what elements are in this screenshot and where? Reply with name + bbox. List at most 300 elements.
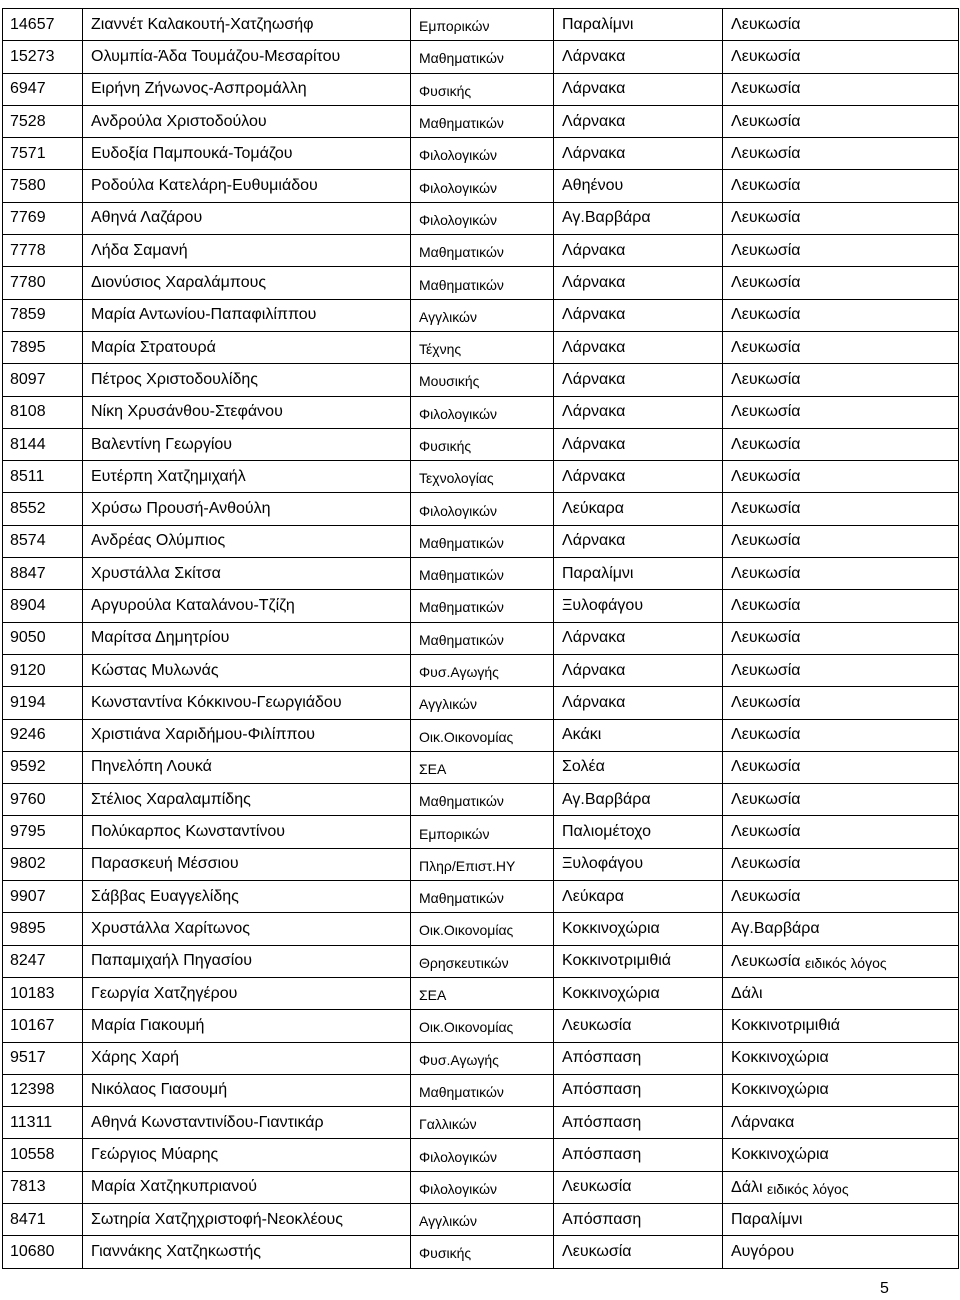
roll-number-cell xyxy=(3,590,83,622)
subject-cell xyxy=(411,977,554,1009)
roll-number-cell xyxy=(3,1074,83,1106)
subject-text: Φυσ.Αγωγής xyxy=(419,664,499,681)
roll-number-cell xyxy=(3,848,83,880)
teacher-name-cell xyxy=(83,1074,411,1106)
teacher-name-cell xyxy=(83,1139,411,1171)
subject-text: Μουσικής xyxy=(419,373,480,390)
to-location-cell xyxy=(723,881,959,913)
to-location-text: Λευκωσία xyxy=(731,758,801,776)
roll-number-cell xyxy=(3,9,83,41)
roll-number-cell xyxy=(3,105,83,137)
table-row xyxy=(3,170,959,202)
roll-number-cell xyxy=(3,751,83,783)
to-location-cell xyxy=(723,461,959,493)
roll-number-text: 8552 xyxy=(10,500,46,518)
teacher-name-cell xyxy=(83,1010,411,1042)
subject-cell xyxy=(411,1171,554,1203)
subject-cell xyxy=(411,170,554,202)
from-location-cell xyxy=(554,913,723,945)
roll-number-cell xyxy=(3,41,83,73)
from-location-text: Λάρνακα xyxy=(562,241,626,259)
table-row xyxy=(3,364,959,396)
table-row xyxy=(3,945,959,977)
subject-text: Μαθηματικών xyxy=(419,50,504,67)
note-label: ειδικός λόγος xyxy=(805,954,887,971)
teacher-name-cell xyxy=(83,1171,411,1203)
teacher-name-text: Χριστιάνα Χαριδήμου-Φιλίππου xyxy=(91,726,315,744)
roll-number-text: 9246 xyxy=(10,726,46,744)
subject-cell xyxy=(411,1074,554,1106)
to-location-cell xyxy=(723,1074,959,1106)
teacher-name-text: Μαρίτσα Δημητρίου xyxy=(91,629,230,647)
to-location-cell xyxy=(723,558,959,590)
roll-number-cell xyxy=(3,138,83,170)
to-location-text: Λευκωσία xyxy=(731,661,801,679)
to-location-cell xyxy=(723,1042,959,1074)
from-location-text: Λάρνακα xyxy=(562,144,626,162)
table-row xyxy=(3,9,959,41)
from-location-cell xyxy=(554,267,723,299)
table-row xyxy=(3,105,959,137)
teacher-name-cell xyxy=(83,299,411,331)
subject-cell xyxy=(411,590,554,622)
subject-text: Φιλολογικών xyxy=(419,211,498,228)
to-location-text: Κοκκινοχώρια xyxy=(731,1049,829,1067)
from-location-cell xyxy=(554,202,723,234)
teacher-name-text: Ροδούλα Κατελάρη-Ευθυμιάδου xyxy=(91,177,318,195)
subject-text: Φιλολογικών xyxy=(419,147,498,164)
from-location-cell xyxy=(554,299,723,331)
teacher-name-cell xyxy=(83,590,411,622)
subject-text: Φυσικής xyxy=(419,1245,472,1262)
subject-text: Μαθηματικών xyxy=(419,631,504,648)
roll-number-text: 8471 xyxy=(10,1210,46,1228)
teacher-name-text: Γεώργιος Μύαρης xyxy=(91,1146,219,1164)
subject-cell xyxy=(411,687,554,719)
to-location-cell xyxy=(723,719,959,751)
roll-number-cell xyxy=(3,202,83,234)
table-row xyxy=(3,73,959,105)
teacher-name-text: Ολυμπία-Άδα Τουμάζου-Μεσαρίτου xyxy=(91,47,341,65)
from-location-text: Κοκκινοχώρια xyxy=(562,984,660,1002)
to-location-text: Λευκωσία xyxy=(731,726,801,744)
subject-cell xyxy=(411,622,554,654)
roll-number-cell xyxy=(3,1010,83,1042)
roll-number-text: 8097 xyxy=(10,370,46,388)
subject-cell xyxy=(411,1107,554,1139)
from-location-cell xyxy=(554,170,723,202)
from-location-cell xyxy=(554,590,723,622)
to-location-text: Λευκωσία xyxy=(731,370,801,388)
to-location-cell xyxy=(723,235,959,267)
from-location-cell xyxy=(554,1139,723,1171)
from-location-cell xyxy=(554,331,723,363)
teacher-name-text: Νικόλαος Γιασουμή xyxy=(91,1081,228,1099)
roll-number-text: 9194 xyxy=(10,693,46,711)
subject-cell xyxy=(411,138,554,170)
to-location-text: Αυγόρου xyxy=(731,1242,795,1260)
to-location-cell xyxy=(723,428,959,460)
teacher-name-cell xyxy=(83,235,411,267)
table-row xyxy=(3,622,959,654)
to-location-text: Λευκωσία xyxy=(731,177,801,195)
subject-text: Μαθηματικών xyxy=(419,1083,504,1100)
page-number: 5 xyxy=(880,1280,889,1297)
table-row xyxy=(3,396,959,428)
to-location-cell xyxy=(723,105,959,137)
teacher-name-cell xyxy=(83,396,411,428)
teacher-name-cell xyxy=(83,428,411,460)
roll-number-cell xyxy=(3,945,83,977)
roll-number-text: 9795 xyxy=(10,823,46,841)
from-location-cell xyxy=(554,1107,723,1139)
roll-number-text: 9760 xyxy=(10,790,46,808)
teacher-name-cell xyxy=(83,461,411,493)
roll-number-text: 10680 xyxy=(10,1242,55,1260)
table-row xyxy=(3,784,959,816)
to-location-text: Δάλι xyxy=(731,1178,763,1196)
from-location-cell xyxy=(554,1171,723,1203)
from-location-cell xyxy=(554,461,723,493)
roll-number-text: 10558 xyxy=(10,1146,55,1164)
teacher-name-cell xyxy=(83,687,411,719)
roll-number-cell xyxy=(3,235,83,267)
table-row xyxy=(3,1107,959,1139)
to-location-cell xyxy=(723,977,959,1009)
teacher-name-text: Διονύσιος Χαραλάμπους xyxy=(91,274,267,292)
teacher-name-cell xyxy=(83,558,411,590)
to-location-text: Λευκωσία xyxy=(731,467,801,485)
subject-cell xyxy=(411,558,554,590)
subject-text: Αγγλικών xyxy=(419,308,477,325)
to-location-cell xyxy=(723,1171,959,1203)
roll-number-cell xyxy=(3,816,83,848)
table-row xyxy=(3,1010,959,1042)
roll-number-cell xyxy=(3,977,83,1009)
teacher-name-text: Χρυστάλλα Σκίτσα xyxy=(91,564,221,582)
to-location-cell xyxy=(723,848,959,880)
table-row xyxy=(3,1074,959,1106)
subject-text: Μαθηματικών xyxy=(419,599,504,616)
subject-text: Φυσ.Αγωγής xyxy=(419,1051,499,1068)
table-row xyxy=(3,331,959,363)
from-location-text: Απόσπαση xyxy=(562,1146,642,1164)
roll-number-cell xyxy=(3,461,83,493)
from-location-text: Λάρνακα xyxy=(562,370,626,388)
teacher-name-text: Αθηνά Λαζάρου xyxy=(91,209,203,227)
roll-number-text: 7859 xyxy=(10,306,46,324)
roll-number-cell xyxy=(3,1139,83,1171)
subject-text: Φυσικής xyxy=(419,438,472,454)
from-location-cell xyxy=(554,784,723,816)
subject-text: Εμπορικών xyxy=(419,18,490,35)
roll-number-cell xyxy=(3,525,83,557)
teacher-name-text: Νίκη Χρυσάνθου-Στεφάνου xyxy=(91,403,283,421)
subject-cell xyxy=(411,816,554,848)
to-location-text: Λευκωσία xyxy=(731,241,801,259)
subject-text: Πληρ/Επιστ.ΗΥ xyxy=(419,857,516,874)
from-location-text: Απόσπαση xyxy=(562,1113,642,1131)
subject-cell xyxy=(411,719,554,751)
teacher-name-cell xyxy=(83,525,411,557)
table-row xyxy=(3,654,959,686)
from-location-text: Λάρνακα xyxy=(562,661,626,679)
subject-text: Φιλολογικών xyxy=(419,1180,498,1197)
table-row xyxy=(3,525,959,557)
table-row xyxy=(3,299,959,331)
from-location-text: Λεύκαρα xyxy=(562,887,624,905)
teacher-name-cell xyxy=(83,1042,411,1074)
to-location-cell xyxy=(723,784,959,816)
from-location-text: Απόσπαση xyxy=(562,1049,642,1067)
teacher-name-text: Λήδα Σαμανή xyxy=(91,241,188,259)
to-location-cell xyxy=(723,1139,959,1171)
from-location-text: Σολέα xyxy=(562,758,605,776)
to-location-text: Λάρνακα xyxy=(731,1113,795,1131)
roll-number-text: 15273 xyxy=(10,47,55,65)
subject-text: Αγγλικών xyxy=(419,1213,477,1230)
to-location-cell xyxy=(723,170,959,202)
subject-cell xyxy=(411,461,554,493)
roll-number-cell xyxy=(3,396,83,428)
teacher-name-cell xyxy=(83,945,411,977)
table-row xyxy=(3,1171,959,1203)
to-location-cell xyxy=(723,73,959,105)
table-row xyxy=(3,590,959,622)
teacher-name-cell xyxy=(83,331,411,363)
roll-number-cell xyxy=(3,622,83,654)
teacher-name-text: Ανδρέας Ολύμπιος xyxy=(91,532,226,550)
table-row xyxy=(3,1042,959,1074)
from-location-cell xyxy=(554,9,723,41)
to-location-text: Λευκωσία xyxy=(731,274,801,292)
to-location-text: Παραλίμνι xyxy=(731,1210,803,1228)
to-location-cell xyxy=(723,654,959,686)
to-location-cell xyxy=(723,945,959,977)
roll-number-text: 7769 xyxy=(10,209,46,227)
from-location-cell xyxy=(554,945,723,977)
from-location-cell xyxy=(554,816,723,848)
from-location-cell xyxy=(554,138,723,170)
to-location-text: Λευκωσία xyxy=(731,629,801,647)
subject-cell xyxy=(411,1010,554,1042)
teacher-name-text: Γιαννάκης Χατζηκωστής xyxy=(91,1242,262,1260)
teacher-name-cell xyxy=(83,41,411,73)
teacher-name-cell xyxy=(83,1107,411,1139)
teacher-name-text: Μαρία Γιακουμή xyxy=(91,1016,205,1034)
from-location-cell xyxy=(554,977,723,1009)
to-location-text: Λευκωσία xyxy=(731,887,801,905)
subject-text: Μαθηματικών xyxy=(419,567,504,584)
subject-cell xyxy=(411,945,554,977)
roll-number-text: 8574 xyxy=(10,532,46,550)
from-location-cell xyxy=(554,558,723,590)
table-row xyxy=(3,881,959,913)
teacher-name-text: Πηνελόπη Λουκά xyxy=(91,758,212,776)
to-location-cell xyxy=(723,41,959,73)
subject-text: Οικ.Οικονομίας xyxy=(419,1019,514,1036)
subject-cell xyxy=(411,235,554,267)
to-location-cell xyxy=(723,816,959,848)
from-location-cell xyxy=(554,428,723,460)
subject-cell xyxy=(411,881,554,913)
teacher-name-text: Παπαμιχαήλ Πηγασίου xyxy=(91,952,252,970)
roll-number-cell xyxy=(3,73,83,105)
to-location-text: Αγ.Βαρβάρα xyxy=(731,919,820,937)
to-location-text: Λευκωσία xyxy=(731,112,801,130)
to-location-text: Λευκωσία xyxy=(731,209,801,227)
roll-number-cell xyxy=(3,1203,83,1235)
from-location-text: Λάρνακα xyxy=(562,532,626,550)
to-location-text: Λευκωσία xyxy=(731,80,801,98)
subject-text: Φυσικής xyxy=(419,82,472,99)
roll-number-cell xyxy=(3,1171,83,1203)
from-location-cell xyxy=(554,654,723,686)
teacher-name-cell xyxy=(83,170,411,202)
to-location-cell xyxy=(723,9,959,41)
from-location-text: Λευκωσία xyxy=(562,1016,632,1034)
to-location-cell xyxy=(723,299,959,331)
to-location-cell xyxy=(723,364,959,396)
table-body xyxy=(3,9,959,1269)
from-location-text: Αγ.Βαρβάρα xyxy=(562,790,651,808)
teacher-name-text: Χάρης Χαρή xyxy=(91,1049,179,1067)
to-location-text: Λευκωσία xyxy=(731,596,801,614)
subject-cell xyxy=(411,784,554,816)
roll-number-cell xyxy=(3,1236,83,1268)
to-location-text: Λευκωσία xyxy=(731,144,801,162)
teacher-name-text: Ειρήνη Ζήνωνος-Ασπρομάλλη xyxy=(91,80,307,98)
from-location-text: Λάρνακα xyxy=(562,629,626,647)
subject-text: Αγγλικών xyxy=(419,696,477,713)
roll-number-text: 11311 xyxy=(10,1113,53,1131)
from-location-text: Λεύκαρα xyxy=(562,500,624,518)
subject-cell xyxy=(411,1236,554,1268)
roll-number-text: 8108 xyxy=(10,403,46,421)
subject-cell xyxy=(411,751,554,783)
to-location-text: Λευκωσία xyxy=(731,15,801,33)
teacher-name-cell xyxy=(83,202,411,234)
from-location-cell xyxy=(554,719,723,751)
from-location-text: Ακάκι xyxy=(562,726,602,744)
subject-text: ΣΕΑ xyxy=(419,760,447,777)
subject-cell xyxy=(411,202,554,234)
teacher-name-text: Κωνσταντίνα Κόκκινου-Γεωργιάδου xyxy=(91,693,342,711)
teacher-name-cell xyxy=(83,267,411,299)
teacher-name-text: Πέτρος Χριστοδουλίδης xyxy=(91,370,258,388)
table-row xyxy=(3,41,959,73)
table-row xyxy=(3,1139,959,1171)
to-location-text: Λευκωσία xyxy=(731,823,801,841)
table-row xyxy=(3,1236,959,1268)
roll-number-cell xyxy=(3,428,83,460)
table-row xyxy=(3,558,959,590)
subject-text: Οικ.Οικονομίας xyxy=(419,728,514,745)
teacher-name-cell xyxy=(83,493,411,525)
roll-number-text: 8247 xyxy=(10,952,46,970)
roll-number-text: 9050 xyxy=(10,629,46,647)
from-location-cell xyxy=(554,235,723,267)
teacher-name-cell xyxy=(83,816,411,848)
table-row xyxy=(3,848,959,880)
from-location-cell xyxy=(554,687,723,719)
from-location-cell xyxy=(554,1042,723,1074)
subject-text: Μαθηματικών xyxy=(419,244,504,261)
from-location-cell xyxy=(554,1010,723,1042)
table-row xyxy=(3,267,959,299)
from-location-text: Λάρνακα xyxy=(562,274,626,292)
roll-number-text: 8904 xyxy=(10,596,46,614)
from-location-cell xyxy=(554,364,723,396)
teacher-name-cell xyxy=(83,784,411,816)
from-location-text: Αθηένου xyxy=(562,177,624,195)
subject-cell xyxy=(411,73,554,105)
subject-cell xyxy=(411,41,554,73)
roll-number-text: 9895 xyxy=(10,919,46,937)
subject-text: Οικ.Οικονομίας xyxy=(419,922,514,939)
teacher-name-text: Χρύσω Προυσή-Ανθούλη xyxy=(91,500,271,518)
from-location-text: Κοκκινοτριμιθιά xyxy=(562,952,672,970)
roll-number-cell xyxy=(3,267,83,299)
from-location-cell xyxy=(554,1074,723,1106)
teacher-name-text: Χρυστάλλα Χαρίτωνος xyxy=(91,919,250,937)
table-row xyxy=(3,977,959,1009)
from-location-text: Παλιομέτοχο xyxy=(562,823,652,841)
roll-number-text: 6947 xyxy=(10,80,46,98)
teacher-name-cell xyxy=(83,364,411,396)
from-location-cell xyxy=(554,73,723,105)
roll-number-text: 9907 xyxy=(10,887,46,905)
table-row xyxy=(3,751,959,783)
to-location-cell xyxy=(723,1010,959,1042)
teacher-name-text: Ευτέρπη Χατζημιχαήλ xyxy=(91,467,246,485)
table-row xyxy=(3,235,959,267)
from-location-text: Λάρνακα xyxy=(562,435,626,453)
roll-number-text: 7528 xyxy=(10,112,46,130)
from-location-text: Ξυλοφάγου xyxy=(562,855,644,873)
table-row xyxy=(3,687,959,719)
to-location-cell xyxy=(723,493,959,525)
from-location-text: Απόσπαση xyxy=(562,1210,642,1228)
teacher-name-text: Κώστας Μυλωνάς xyxy=(91,661,219,679)
roll-number-cell xyxy=(3,364,83,396)
subject-cell xyxy=(411,654,554,686)
subject-text: Τεχνολογίας xyxy=(419,470,494,487)
to-location-text: Κοκκινοχώρια xyxy=(731,1146,829,1164)
from-location-text: Λευκωσία xyxy=(562,1178,632,1196)
subject-text: Φιλολογικών xyxy=(419,502,498,519)
roll-number-cell xyxy=(3,1107,83,1139)
to-location-text: Λευκωσία xyxy=(731,47,801,65)
subject-cell xyxy=(411,1042,554,1074)
teacher-name-text: Ανδρούλα Χριστοδούλου xyxy=(91,112,267,130)
subject-text: Θρησκευτικών xyxy=(419,954,509,971)
teacher-name-cell xyxy=(83,73,411,105)
from-location-text: Λάρνακα xyxy=(562,467,626,485)
to-location-text: Λευκωσία xyxy=(731,952,801,970)
roll-number-text: 9120 xyxy=(10,661,46,679)
table-row xyxy=(3,461,959,493)
teacher-name-text: Ζιαννέτ Καλακουτή-Χατζηωσήφ xyxy=(91,15,314,33)
subject-cell xyxy=(411,267,554,299)
teacher-name-cell xyxy=(83,751,411,783)
roll-number-text: 9802 xyxy=(10,855,46,873)
from-location-cell xyxy=(554,848,723,880)
from-location-text: Λευκωσία xyxy=(562,1242,632,1260)
teacher-name-text: Σωτηρία Χατζηχριστοφή-Νεοκλέους xyxy=(91,1210,344,1228)
from-location-cell xyxy=(554,1236,723,1268)
roll-number-text: 7580 xyxy=(10,177,46,195)
